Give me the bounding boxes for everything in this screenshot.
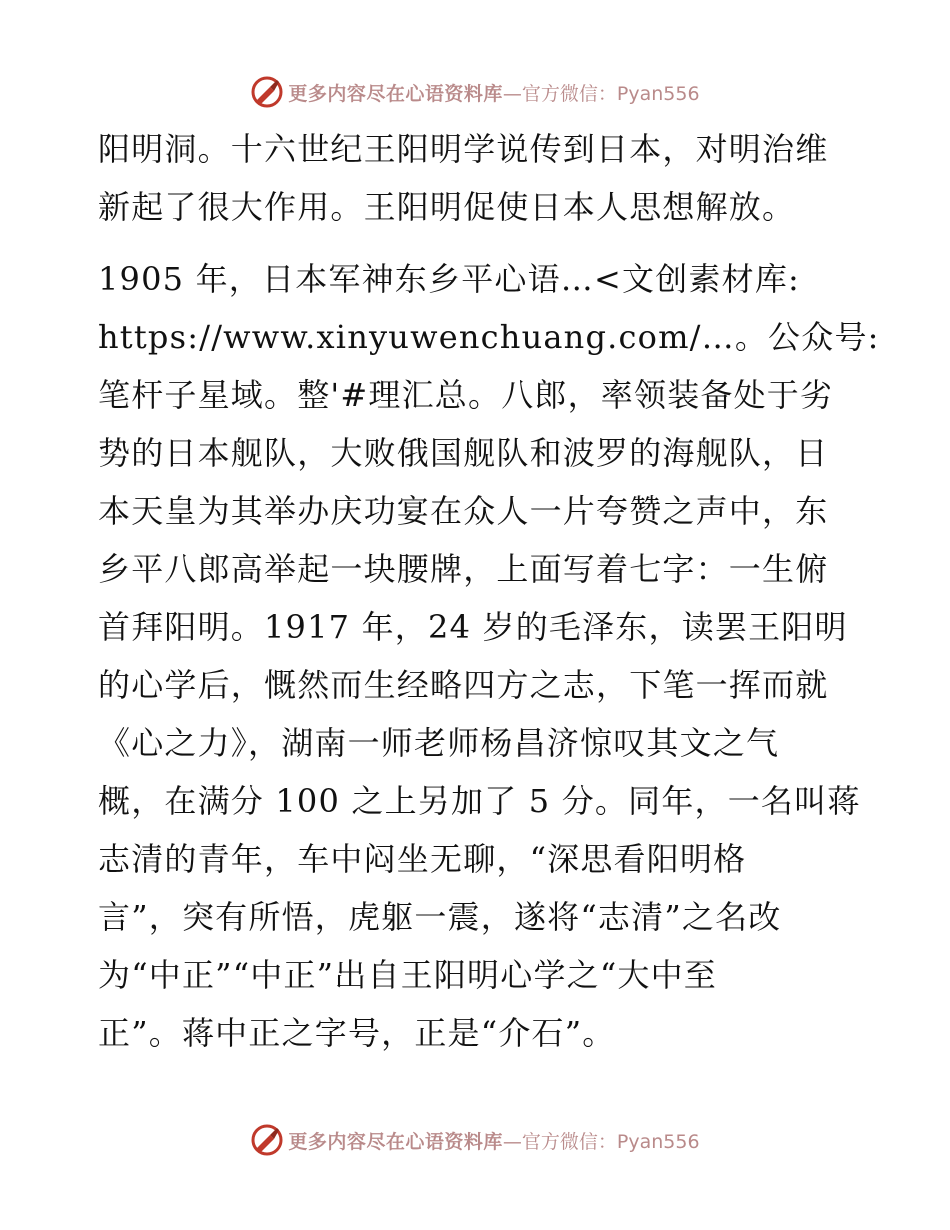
text-line: 《心之力》，湖南一师老师杨昌济惊叹其文之气 [98,724,780,762]
footer-banner [0,1118,950,1162]
text-line: 概，在满分 100 之上另加了 5 分。同年，一名叫蒋 [98,782,861,820]
text-line: 笔杆子星域。整'#理汇总。八郎，率领装备处于劣 [98,376,834,414]
text-line: 正”。蒋中正之字号，正是“介石”。 [98,1014,616,1052]
paragraph-1 [98,120,858,236]
text-line: https://www.xinyuwenchuang.com/…。公众号: [98,318,880,356]
text-line: 为“中正”“中正”出自王阳明心学之“大中至 [98,956,717,994]
footer-wechat-text: —官方微信：Pyan556 [502,1130,700,1153]
text-line: 乡平八郎高举起一块腰牌，上面写着七字：一生俯 [98,550,829,588]
text-line: 首拜阳明。1917 年，24 岁的毛泽东，读罢王阳明 [98,608,848,646]
paragraph-2 [98,250,880,1062]
footer-promo-text: 更多内容尽在心语资料库 [288,1130,503,1153]
text-line: 言”，突有所悟，虎躯一震，遂将“志清”之名改 [98,898,782,936]
header-banner [0,70,950,114]
header-promo-text: 更多内容尽在心语资料库 [288,82,503,105]
text-line: 本天皇为其举办庆功宴在众人一片夸赞之声中，东 [98,492,829,530]
text-line: 志清的青年，车中闷坐无聊，“深思看阳明格 [98,840,747,878]
text-line: 1905 年，日本军神东乡平心语…<文创素材库: [98,260,801,298]
text-line: 阳明洞。十六世纪王阳明学说传到日本，对明治维 [98,130,829,168]
pen-nib-circle-icon [250,1123,284,1157]
document-body [98,120,880,1062]
text-line: 势的日本舰队，大败俄国舰队和波罗的海舰队，日 [98,434,829,472]
text-line: 新起了很大作用。王阳明促使日本人思想解放。 [98,188,796,226]
text-line: 的心学后，慨然而生经略四方之志，下笔一挥而就 [98,666,829,704]
header-wechat-text: —官方微信：Pyan556 [502,82,700,105]
pen-nib-circle-icon [250,75,284,109]
